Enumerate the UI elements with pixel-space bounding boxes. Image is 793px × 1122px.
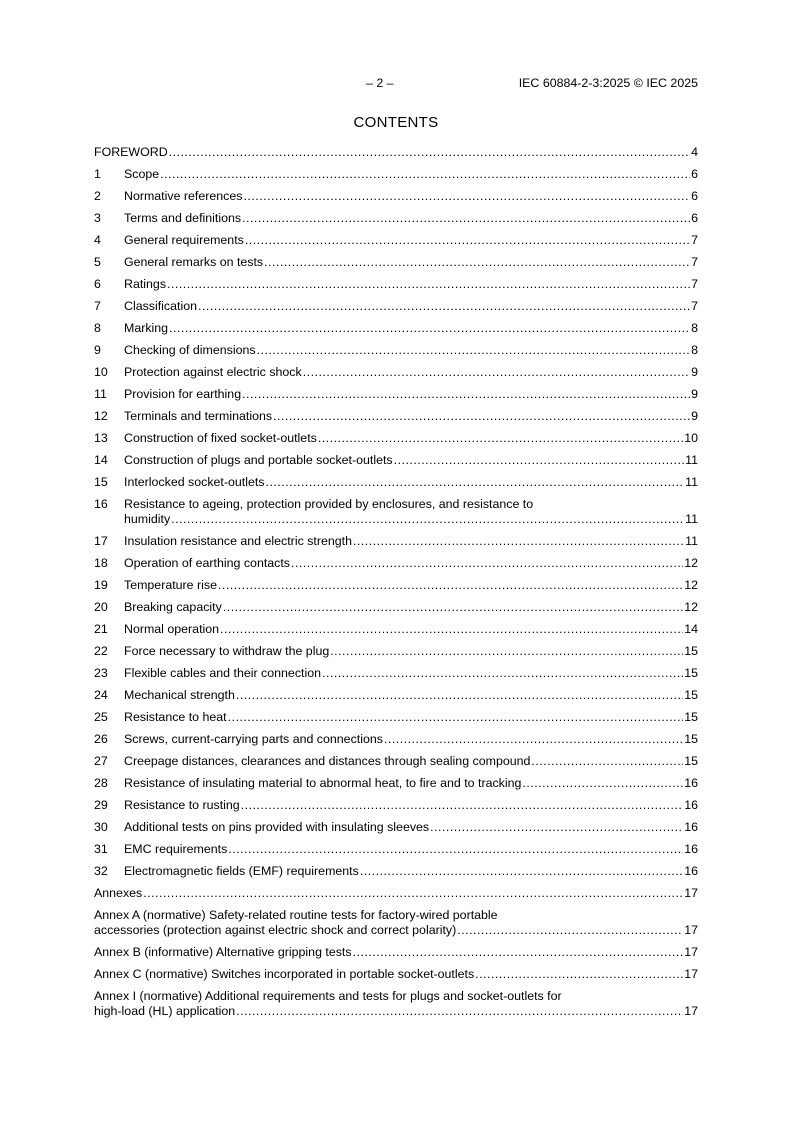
toc-entry-label: Construction of plugs and portable socket-outlets [124, 453, 393, 467]
toc-entry-number: 28 [94, 776, 108, 790]
toc-entry-page: 7 [691, 233, 698, 247]
dot-leader [266, 475, 685, 490]
toc-entry-label: Insulation resistance and electric strength [124, 534, 352, 548]
dot-leader [236, 688, 683, 703]
toc-entry-number: 11 [94, 387, 107, 401]
dot-leader [353, 945, 684, 960]
toc-entry-number: 2 [94, 189, 101, 203]
toc-entry-label: Terms and definitions [124, 211, 242, 225]
toc-entry-clause[interactable] [94, 798, 698, 813]
toc-entry-clause[interactable] [94, 189, 698, 204]
dot-leader [457, 923, 683, 938]
page-header [94, 76, 698, 92]
dot-leader [241, 798, 684, 813]
toc-entry-clause[interactable] [94, 556, 698, 571]
toc-entry-page: 10 [684, 431, 698, 445]
toc-entry-number: 19 [94, 578, 108, 592]
toc-entry-label: Scope [124, 167, 160, 181]
dot-leader [430, 820, 683, 835]
toc-entry-clause[interactable] [94, 578, 698, 593]
toc-entry-number: 20 [94, 600, 108, 614]
toc-entry-number: 30 [94, 820, 108, 834]
toc-entry-page: 6 [691, 167, 698, 181]
toc-entry-number: 27 [94, 754, 108, 768]
toc-entry-number: 1 [94, 167, 101, 181]
table-of-contents [94, 145, 698, 1026]
dot-leader [291, 556, 683, 571]
toc-entry-number: 14 [94, 453, 108, 467]
toc-entry-clause[interactable] [94, 343, 698, 358]
toc-entry-page: 8 [691, 321, 698, 335]
toc-entry-page: 12 [684, 556, 698, 570]
toc-entry-page: 6 [691, 189, 698, 203]
page-title: CONTENTS [353, 114, 439, 131]
toc-entry-label: Flexible cables and their connection [124, 666, 321, 680]
toc-entry-number: 18 [94, 556, 108, 570]
toc-entry-label: Screws, current-carrying parts and connections [124, 732, 383, 746]
dot-leader [522, 776, 683, 791]
toc-entry-label-line1: Annex A (normative) Safety-related routine tests for factory-wired portable [94, 908, 498, 922]
toc-entry-number: 16 [94, 497, 108, 511]
toc-entry-page: 7 [691, 299, 698, 313]
toc-entry-number: 6 [94, 277, 101, 291]
dot-leader [169, 321, 690, 336]
toc-entry-label: Annex B (informative) Alternative gripping tests [94, 945, 352, 959]
toc-entry-page: 16 [684, 798, 698, 812]
dot-leader [531, 754, 683, 769]
dot-leader [198, 299, 690, 314]
dot-leader [228, 842, 683, 857]
toc-entry-clause[interactable] [94, 167, 698, 182]
toc-entry-label: Resistance to rusting [124, 798, 240, 812]
toc-entry-annex[interactable] [94, 989, 698, 1019]
toc-entry-label: Normal operation [124, 622, 220, 636]
toc-entry-clause[interactable] [94, 534, 698, 549]
toc-entry-clause[interactable] [94, 431, 698, 446]
dot-leader [143, 886, 683, 901]
toc-entry-number: 32 [94, 864, 108, 878]
toc-entry-number: 7 [94, 299, 101, 313]
toc-entry-page: 17 [684, 1004, 698, 1018]
dot-leader [353, 534, 684, 549]
toc-entry-number: 10 [94, 365, 108, 379]
toc-entry-number: 29 [94, 798, 108, 812]
toc-entry-number: 12 [94, 409, 108, 423]
toc-entry-page: 16 [684, 820, 698, 834]
toc-entry-page: 11 [685, 453, 698, 467]
toc-entry-page: 6 [691, 211, 698, 225]
toc-entry-page: 15 [684, 732, 698, 746]
dot-leader [264, 255, 690, 270]
toc-entry-clause[interactable] [94, 622, 698, 637]
toc-entry-page: 16 [684, 776, 698, 790]
toc-entry-label: Resistance of insulating material to abnormal heat, to fire and to tracking [124, 776, 522, 790]
dot-leader [303, 365, 690, 380]
toc-entry-clause[interactable] [94, 277, 698, 292]
toc-entry-page: 15 [684, 688, 698, 702]
toc-entry-annex[interactable] [94, 945, 698, 960]
dot-leader [360, 864, 683, 879]
toc-entry-page: 15 [684, 644, 698, 658]
toc-entry-clause[interactable] [94, 820, 698, 835]
toc-entry-label: Classification [124, 299, 197, 313]
toc-entry-page: 11 [685, 534, 698, 548]
toc-entry-clause[interactable] [94, 233, 698, 248]
toc-entry-foreword[interactable] [94, 145, 698, 160]
toc-entry-page: 11 [685, 475, 698, 489]
toc-entry-page: 4 [691, 145, 698, 159]
dot-leader [257, 343, 691, 358]
toc-entry-number: 26 [94, 732, 108, 746]
dot-leader [322, 666, 683, 681]
toc-entry-number: 24 [94, 688, 108, 702]
toc-entry-clause[interactable] [94, 365, 698, 380]
toc-entry-label: Construction of fixed socket-outlets [124, 431, 317, 445]
dot-leader [242, 387, 690, 402]
toc-entry-number: 9 [94, 343, 101, 357]
toc-entry-page: 17 [684, 967, 698, 981]
dot-leader [223, 600, 683, 615]
toc-entry-page: 9 [691, 409, 698, 423]
toc-entry-number: 13 [94, 431, 108, 445]
toc-entry-page: 15 [684, 754, 698, 768]
toc-entry-page: 15 [684, 710, 698, 724]
toc-entry-page: 11 [685, 512, 698, 526]
toc-entry-annexes[interactable] [94, 886, 698, 901]
toc-entry-clause[interactable] [94, 644, 698, 659]
dot-leader [160, 167, 690, 182]
toc-entry-label: Operation of earthing contacts [124, 556, 290, 570]
toc-entry-label: Mechanical strength [124, 688, 235, 702]
toc-entry-label: Marking [124, 321, 169, 335]
toc-entry-number: 5 [94, 255, 101, 269]
toc-entry-label: Provision for earthing [124, 387, 242, 401]
toc-entry-page: 17 [684, 886, 698, 900]
toc-entry-label: Breaking capacity [124, 600, 222, 614]
toc-entry-label: General remarks on tests [124, 255, 264, 269]
toc-entry-number: 21 [94, 622, 108, 636]
toc-entry-number: 22 [94, 644, 108, 658]
toc-entry-label: FOREWORD [94, 145, 168, 159]
dot-leader [236, 1004, 683, 1019]
toc-entry-clause[interactable] [94, 497, 698, 527]
toc-entry-page: 12 [684, 600, 698, 614]
toc-entry-page: 12 [684, 578, 698, 592]
toc-entry-label: accessories (protection against electric shock and correct polarity) [94, 923, 457, 937]
toc-entry-clause[interactable] [94, 688, 698, 703]
toc-entry-clause[interactable] [94, 732, 698, 747]
toc-entry-number: 31 [94, 842, 108, 856]
toc-entry-label-line1: Resistance to ageing, protection provided by enclosures, and resistance to [124, 497, 534, 511]
toc-entry-clause[interactable] [94, 321, 698, 336]
toc-entry-clause[interactable] [94, 387, 698, 402]
toc-entry-label: General requirements [124, 233, 244, 247]
toc-entry-page: 17 [684, 923, 698, 937]
page-number: – 2 – [366, 76, 394, 90]
toc-entry-label: Creepage distances, clearances and distances through sealing compound [124, 754, 531, 768]
toc-entry-clause[interactable] [94, 600, 698, 615]
toc-entry-page: 9 [691, 387, 698, 401]
toc-entry-page: 7 [691, 255, 698, 269]
toc-entry-label: Checking of dimensions [124, 343, 256, 357]
toc-entry-page: 8 [691, 343, 698, 357]
toc-entry-label: Annex C (normative) Switches incorporated in portable socket-outlets [94, 967, 475, 981]
toc-entry-label: Normative references [124, 189, 243, 203]
toc-entry-number: 23 [94, 666, 108, 680]
toc-entry-page: 17 [684, 945, 698, 959]
dot-leader [167, 277, 690, 292]
dot-leader [245, 233, 690, 248]
toc-entry-label: Protection against electric shock [124, 365, 302, 379]
toc-entry-clause[interactable] [94, 409, 698, 424]
toc-entry-annex[interactable] [94, 908, 698, 938]
toc-entry-page: 16 [684, 864, 698, 878]
toc-entry-label: Resistance to heat [124, 710, 227, 724]
dot-leader [318, 431, 683, 446]
toc-entry-clause[interactable] [94, 842, 698, 857]
dot-leader [171, 512, 684, 527]
toc-entry-number: 25 [94, 710, 108, 724]
dot-leader [273, 409, 690, 424]
toc-entry-label: Annexes [94, 886, 143, 900]
toc-entry-page: 16 [684, 842, 698, 856]
toc-entry-label: Force necessary to withdraw the plug [124, 644, 330, 658]
toc-entry-number: 8 [94, 321, 101, 335]
dot-leader [228, 710, 684, 725]
toc-entry-label: EMC requirements [124, 842, 228, 856]
dot-leader [384, 732, 683, 747]
toc-entry-annex[interactable] [94, 967, 698, 982]
toc-entry-label: high-load (HL) application [94, 1004, 236, 1018]
dot-leader [394, 453, 685, 468]
toc-entry-number: 3 [94, 211, 101, 225]
toc-entry-number: 17 [94, 534, 108, 548]
toc-entry-clause[interactable] [94, 211, 698, 226]
dot-leader [220, 622, 683, 637]
toc-entry-label: humidity [124, 512, 171, 526]
toc-entry-clause[interactable] [94, 864, 698, 879]
toc-entry-clause[interactable] [94, 666, 698, 681]
toc-entry-label: Terminals and terminations [124, 409, 273, 423]
toc-entry-page: 7 [691, 277, 698, 291]
dot-leader [330, 644, 683, 659]
toc-entry-label: Ratings [124, 277, 167, 291]
toc-entry-clause[interactable] [94, 754, 698, 769]
toc-entry-label: Electromagnetic fields (EMF) requirements [124, 864, 359, 878]
toc-entry-label: Additional tests on pins provided with insulating sleeves [124, 820, 430, 834]
toc-entry-clause[interactable] [94, 475, 698, 490]
toc-entry-clause[interactable] [94, 299, 698, 314]
toc-entry-clause[interactable] [94, 776, 698, 791]
toc-entry-label: Temperature rise [124, 578, 217, 592]
toc-entry-label-line1: Annex I (normative) Additional requirements and tests for plugs and socket-outlets for [94, 989, 562, 1003]
document-reference: IEC 60884-2-3:2025 © IEC 2025 [518, 76, 698, 90]
toc-entry-clause[interactable] [94, 255, 698, 270]
toc-entry-page: 15 [684, 666, 698, 680]
dot-leader [169, 145, 690, 160]
toc-entry-page: 14 [684, 622, 698, 636]
toc-entry-page: 9 [691, 365, 698, 379]
toc-entry-clause[interactable] [94, 453, 698, 468]
toc-entry-clause[interactable] [94, 710, 698, 725]
dot-leader [242, 211, 690, 226]
dot-leader [243, 189, 690, 204]
toc-entry-number: 15 [94, 475, 108, 489]
dot-leader [218, 578, 683, 593]
toc-entry-label: Interlocked socket-outlets [124, 475, 265, 489]
toc-entry-number: 4 [94, 233, 101, 247]
dot-leader [475, 967, 683, 982]
